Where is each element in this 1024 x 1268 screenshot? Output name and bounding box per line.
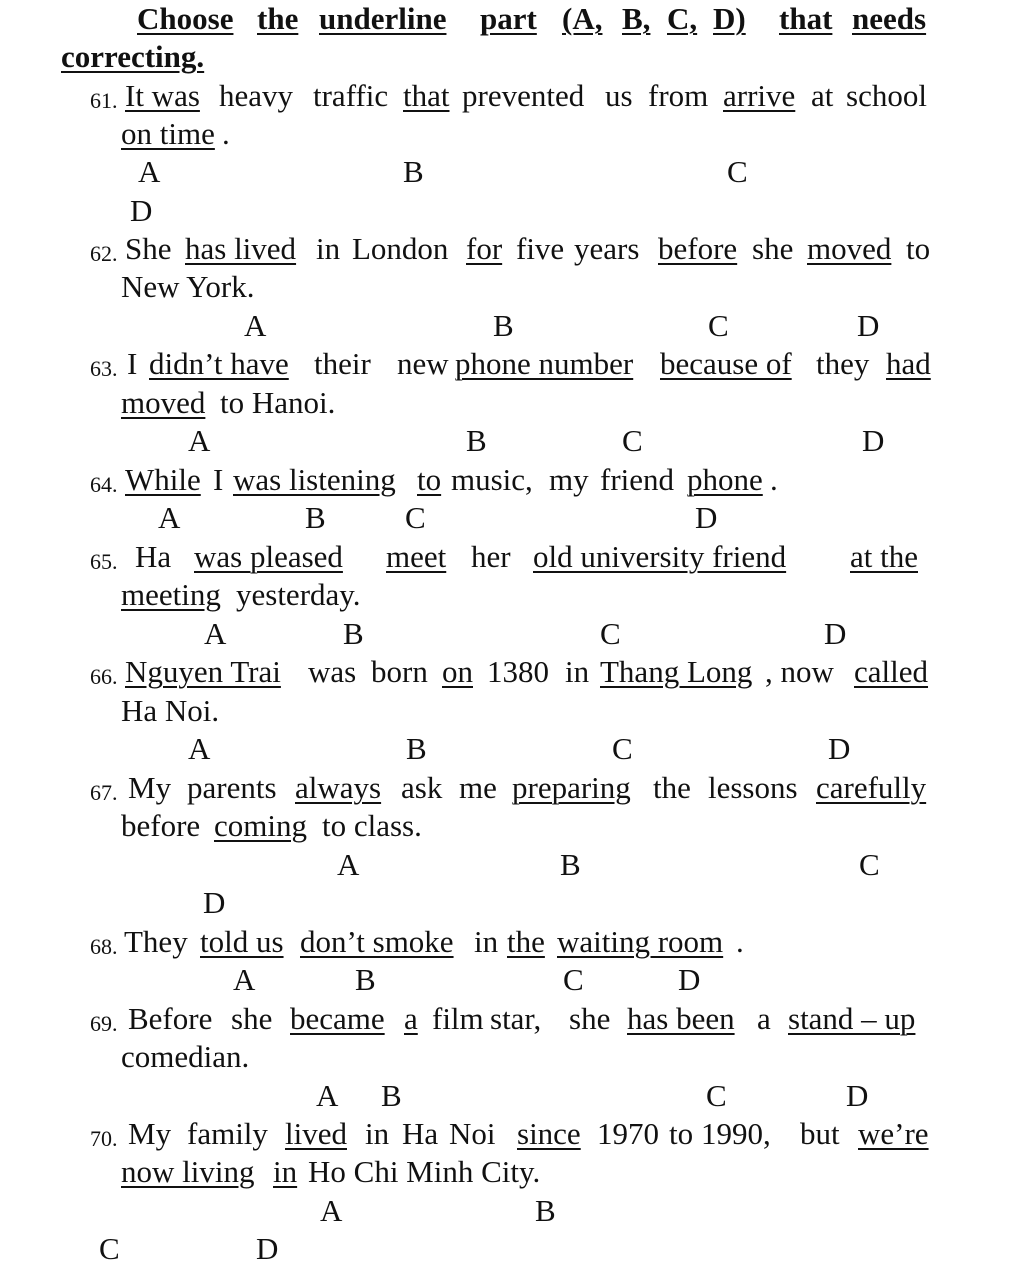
word: new: [397, 346, 449, 381]
word: traffic: [313, 78, 389, 113]
option-letter: A: [337, 847, 360, 882]
word: heavy: [219, 78, 294, 113]
word: music,: [451, 462, 533, 497]
option-letter: B: [466, 423, 487, 458]
underlined-part: a: [404, 1001, 418, 1036]
option-letter: C: [859, 847, 880, 882]
word: to class.: [322, 808, 422, 843]
option-letter: D: [828, 731, 851, 766]
underlined-part: old university friend: [533, 539, 787, 574]
word: they: [816, 346, 870, 381]
word: Ha: [402, 1116, 439, 1151]
option-letter: B: [493, 308, 514, 343]
option-letter: D: [862, 423, 885, 458]
word: at: [811, 78, 834, 113]
word: 1970: [597, 1116, 659, 1151]
underlined-part: phone number: [455, 346, 634, 381]
question-number: 68.: [90, 934, 118, 959]
question-61-option-letters: [0, 153, 1024, 191]
option-letter: A: [158, 500, 181, 535]
word: years: [574, 231, 640, 266]
option-letter: C: [612, 731, 633, 766]
instruction-word: B,: [622, 1, 651, 36]
question-number: 61.: [90, 88, 118, 113]
question-number: 62.: [90, 241, 118, 266]
question-62-option-letters: [0, 307, 1024, 345]
word: lessons: [708, 770, 798, 805]
word: film: [432, 1001, 484, 1036]
question-number: 66.: [90, 664, 118, 689]
underlined-part: the: [507, 924, 545, 959]
instruction-word: (A,: [562, 1, 603, 36]
word: to Hanoi.: [220, 385, 336, 420]
word: My: [128, 770, 172, 805]
option-letter: A: [244, 308, 267, 343]
underlined-part: in: [273, 1154, 298, 1189]
underlined-part: at the: [850, 539, 918, 574]
word: New York.: [121, 269, 255, 304]
instruction-line-1: [0, 0, 1024, 38]
underlined-part: meet: [386, 539, 447, 574]
option-letter: A: [316, 1078, 339, 1113]
question-number: 64.: [90, 472, 118, 497]
instruction-word: C,: [667, 1, 698, 36]
question-68-line-1: [0, 923, 1024, 961]
instruction-word: needs: [852, 1, 927, 36]
option-letter: C: [727, 154, 748, 189]
instruction-word: the: [257, 1, 299, 36]
word: a: [757, 1001, 771, 1036]
underlined-part: carefully: [816, 770, 927, 805]
option-letter: B: [560, 847, 581, 882]
word: friend: [600, 462, 675, 497]
option-letter: D: [846, 1078, 869, 1113]
option-letter: D: [824, 616, 847, 651]
option-letter: D: [130, 193, 153, 228]
word: school: [846, 78, 927, 113]
option-letter: C: [622, 423, 643, 458]
word: star,: [490, 1001, 542, 1036]
word: family: [187, 1116, 268, 1151]
word: My: [128, 1116, 172, 1151]
underlined-part: stand – up: [788, 1001, 916, 1036]
question-70-line-2: [0, 1153, 1024, 1191]
question-number: 67.: [90, 780, 118, 805]
option-letter: A: [233, 962, 256, 997]
option-letter: A: [320, 1193, 343, 1228]
underlined-part: on time: [121, 116, 215, 151]
question-63-line-1: [0, 345, 1024, 383]
word: She: [125, 231, 172, 266]
underlined-part: always: [295, 770, 382, 805]
word: parents: [187, 770, 277, 805]
underlined-part: before: [658, 231, 738, 266]
instruction-word: part: [480, 1, 537, 36]
word: 1380: [487, 654, 549, 689]
word: she: [231, 1001, 273, 1036]
word: comedian.: [121, 1039, 250, 1074]
question-61-option-letters-2: [0, 192, 1024, 230]
word: to: [669, 1116, 694, 1151]
question-number: 70.: [90, 1126, 118, 1151]
underlined-part: arrive: [723, 78, 796, 113]
underlined-part: Nguyen Trai: [125, 654, 281, 689]
question-63-line-2: [0, 384, 1024, 422]
word: her: [471, 539, 511, 574]
question-62-line-1: [0, 230, 1024, 268]
word: from: [648, 78, 709, 113]
word: .: [736, 924, 744, 959]
word: They: [124, 924, 188, 959]
question-61-line-2: [0, 115, 1024, 153]
underlined-part: waiting room: [557, 924, 724, 959]
word: us: [605, 78, 633, 113]
option-letter: C: [405, 500, 426, 535]
question-68-option-letters: [0, 961, 1024, 999]
word: in: [365, 1116, 390, 1151]
word: 1990,: [701, 1116, 771, 1151]
option-letter: B: [535, 1193, 556, 1228]
underlined-part: to: [417, 462, 442, 497]
underlined-part: It was: [125, 78, 200, 113]
option-letter: D: [695, 500, 718, 535]
option-letter: B: [343, 616, 364, 651]
option-letter: A: [204, 616, 227, 651]
question-number: 69.: [90, 1011, 118, 1036]
underlined-part: called: [854, 654, 929, 689]
word: ask: [401, 770, 443, 805]
underlined-part: because of: [660, 346, 792, 381]
word: my: [549, 462, 589, 497]
word: , now: [765, 654, 834, 689]
word: Ho Chi Minh City.: [308, 1154, 541, 1189]
word: the: [653, 770, 691, 805]
question-67-line-1: [0, 769, 1024, 807]
underlined-part: we’re: [858, 1116, 929, 1151]
word: she: [752, 231, 794, 266]
underlined-part: that: [403, 78, 450, 113]
option-letter: C: [99, 1231, 120, 1266]
underlined-part: was listening: [233, 462, 396, 497]
option-letter: B: [305, 500, 326, 535]
word: was: [308, 654, 357, 689]
question-69-line-2: [0, 1038, 1024, 1076]
word: before: [121, 808, 201, 843]
underlined-part: was pleased: [194, 539, 343, 574]
underlined-part: coming: [214, 808, 307, 843]
word: Before: [128, 1001, 213, 1036]
question-67-option-letters-2: [0, 884, 1024, 922]
question-63-option-letters: [0, 422, 1024, 460]
question-67-option-letters: [0, 846, 1024, 884]
question-69-line-1: [0, 1000, 1024, 1038]
option-letter: B: [355, 962, 376, 997]
instruction-word: Choose: [137, 1, 234, 36]
option-letter: B: [406, 731, 427, 766]
option-letter: B: [403, 154, 424, 189]
underlined-part: Thang Long: [600, 654, 753, 689]
word: in: [474, 924, 499, 959]
question-67-line-2: [0, 807, 1024, 845]
word: I: [213, 462, 224, 497]
option-letter: A: [188, 731, 211, 766]
word: .: [222, 116, 230, 151]
underlined-part: has been: [627, 1001, 735, 1036]
question-64-option-letters: [0, 499, 1024, 537]
option-letter: D: [678, 962, 701, 997]
underlined-part: had: [886, 346, 931, 381]
word: London: [352, 231, 449, 266]
option-letter: C: [563, 962, 584, 997]
word: prevented: [462, 78, 585, 113]
underlined-part: moved: [121, 385, 206, 420]
underlined-part: now living: [121, 1154, 255, 1189]
underlined-part: became: [290, 1001, 385, 1036]
word: she: [569, 1001, 611, 1036]
question-65-line-1: [0, 538, 1024, 576]
underlined-part: lived: [285, 1116, 347, 1151]
word: yesterday.: [236, 577, 361, 612]
word: but: [800, 1116, 840, 1151]
underlined-part: preparing: [512, 770, 631, 805]
question-62-line-2: [0, 268, 1024, 306]
word: in: [565, 654, 590, 689]
underlined-part: don’t smoke: [300, 924, 454, 959]
question-70-line-1: [0, 1115, 1024, 1153]
underlined-part: While: [125, 462, 201, 497]
question-65-line-2: [0, 576, 1024, 614]
question-66-option-letters: [0, 730, 1024, 768]
option-letter: D: [203, 885, 226, 920]
question-66-line-1: [0, 653, 1024, 691]
option-letter: D: [857, 308, 880, 343]
word: Ha Noi.: [121, 693, 220, 728]
word: to: [906, 231, 931, 266]
word: me: [459, 770, 497, 805]
word: .: [770, 462, 778, 497]
underlined-part: moved: [807, 231, 892, 266]
question-70-option-letters-2: [0, 1230, 1024, 1268]
question-number: 65.: [90, 549, 118, 574]
option-letter: C: [600, 616, 621, 651]
question-number: 63.: [90, 356, 118, 381]
option-letter: B: [381, 1078, 402, 1113]
underlined-part: didn’t have: [149, 346, 289, 381]
option-letter: D: [256, 1231, 279, 1266]
instruction-word: D): [713, 1, 746, 36]
underlined-part: told us: [200, 924, 284, 959]
word: Ha: [135, 539, 172, 574]
question-65-option-letters: [0, 615, 1024, 653]
word: Noi: [449, 1116, 496, 1151]
instruction-line-2: [0, 38, 1024, 76]
underlined-part: meeting: [121, 577, 221, 612]
underlined-part: for: [466, 231, 503, 266]
option-letter: C: [708, 308, 729, 343]
question-64-line-1: [0, 461, 1024, 499]
word: born: [371, 654, 428, 689]
word: five: [516, 231, 565, 266]
option-letter: A: [188, 423, 211, 458]
underlined-part: phone: [687, 462, 763, 497]
word: their: [314, 346, 371, 381]
question-61-line-1: [0, 77, 1024, 115]
question-66-line-2: [0, 692, 1024, 730]
option-letter: A: [138, 154, 161, 189]
word: in: [316, 231, 341, 266]
instruction-word: underline: [319, 1, 447, 36]
underlined-part: on: [442, 654, 473, 689]
option-letter: C: [706, 1078, 727, 1113]
underlined-part: since: [517, 1116, 581, 1151]
instruction-word: correcting.: [61, 39, 205, 74]
underlined-part: has lived: [185, 231, 297, 266]
word: I: [127, 346, 138, 381]
instruction-word: that: [779, 1, 833, 36]
question-69-option-letters: [0, 1077, 1024, 1115]
question-70-option-letters: [0, 1192, 1024, 1230]
